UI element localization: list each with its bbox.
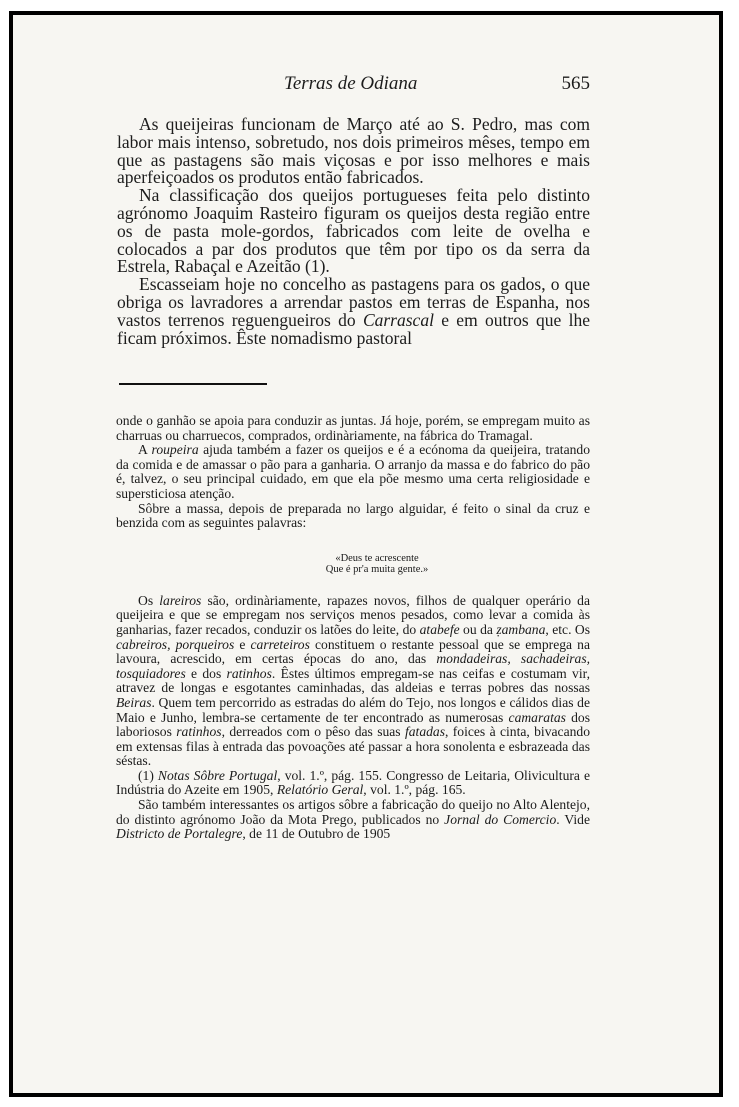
paragraph-queijeiras: As queijeiras funcionam de Março até ao S. Pedro, mas com labor mais intenso, sobretudo, nos dois primeiros mêses, tempo em que as pastagens são mais viçosas e por isso melhores e mais aperfeiçoados os produtos então fabricados. — [117, 114, 590, 188]
blessing-verse — [116, 553, 590, 575]
verse-line-2: Que é pr'a muita gente.» — [325, 563, 429, 575]
note-massa: Sôbre a massa, depois de preparada no largo alguidar, é feito o sinal da cruz e benzida com as seguintes palavras: — [116, 500, 590, 531]
footnote-separator-rule — [119, 383, 267, 385]
page-number: 565 — [561, 73, 590, 94]
paragraph-classificacao: Na classificação dos queijos portugueses feita pelo distinto agrónomo Joaquim Rasteiro figuram os queijos desta região entre os de pasta mole-gordos, fabricados com leite de ovelha e colocados a par dos produtos que têm por tipo os da serra da Estrela, Rabaçal e Azeitão (1). — [117, 185, 590, 277]
running-head — [117, 73, 590, 99]
main-body-text — [117, 116, 590, 347]
paragraph-pastagens: Escasseiam hoje no concelho as pastagens para os gados, o que obriga os lavradores a arrendar pastos em terras de Espanha, nos vastos terrenos reguengueiros do Carrascal e em outros que lhe ficam próximos. Êste nomadismo pastoral — [117, 274, 590, 348]
footnote-1-continued: São também interessantes os artigos sôbre a fabricação do queijo no Alto Alentejo, do distinto agrónomo João da Mota Prego, publicados no Jornal do Comercio. Vide Districto de Portalegre, de 11 de Outubro de 1905 — [116, 797, 590, 842]
note-continuation: onde o ganhão se apoia para conduzir as juntas. Já hoje, porém, se empregam muito as charruas ou charruecos, comprados, ordinàriamente, na fábrica do Tramagal. — [116, 413, 590, 443]
note-roupeira: A roupeira ajuda também a fazer os queijos e é a ecónoma da queijeira, tratando da comida e de amassar o pão para a ganharia. O arranjo da massa e do fabrico do pão é, talvez, o seu principal cuidado, em que ela põe mesmo uma certa religiosidade e supersticiosa atenção. — [116, 442, 591, 501]
footnotes-area — [116, 414, 590, 842]
running-title: Terras de Odiana — [284, 73, 418, 94]
verse-line-1: «Deus te acrescente — [335, 552, 419, 564]
note-lareiros: Os lareiros são, ordinàriamente, rapazes novos, filhos de qualquer operário da queijeira e que se empregam nos serviços menos pesados, como levar a comida às ganharias, fazer recados, conduzir os latões do leite, do atabefe ou da ẓambana, etc. Os cabreiros, porqueiros e carreteiros constituem o restante pessoal que se emprega na lavoura, acrescido, em certas épocas do ano, das mondadeiras, sachadeiras, tosquiadores e dos ratinhos. Êstes últimos empregam-se nas ceifas e costumam vir, atravez de longas e esgotantes caminhadas, das aldeias e terras pobres das nossas Beiras. Quem tem percorrido as estradas do além do Tejo, nos longos e cálidos dias de Maio e Junho, lembra-se certamente de ter encontrado as numerosas camaratas dos laboriosos ratinhos, derreados com o pêso das suas fatadas, foices à cinta, bivacando em extensas filas à entrada das povoações até passar a hora sonolenta e esbrazeada das séstas. — [116, 592, 591, 769]
footnote-1: (1) Notas Sôbre Portugal, vol. 1.º, pág. 155. Congresso de Leitaria, Olivicultura e Indústria do Azeite em 1905, Relatório Geral, vol. 1.º, pág. 165. — [116, 767, 590, 798]
